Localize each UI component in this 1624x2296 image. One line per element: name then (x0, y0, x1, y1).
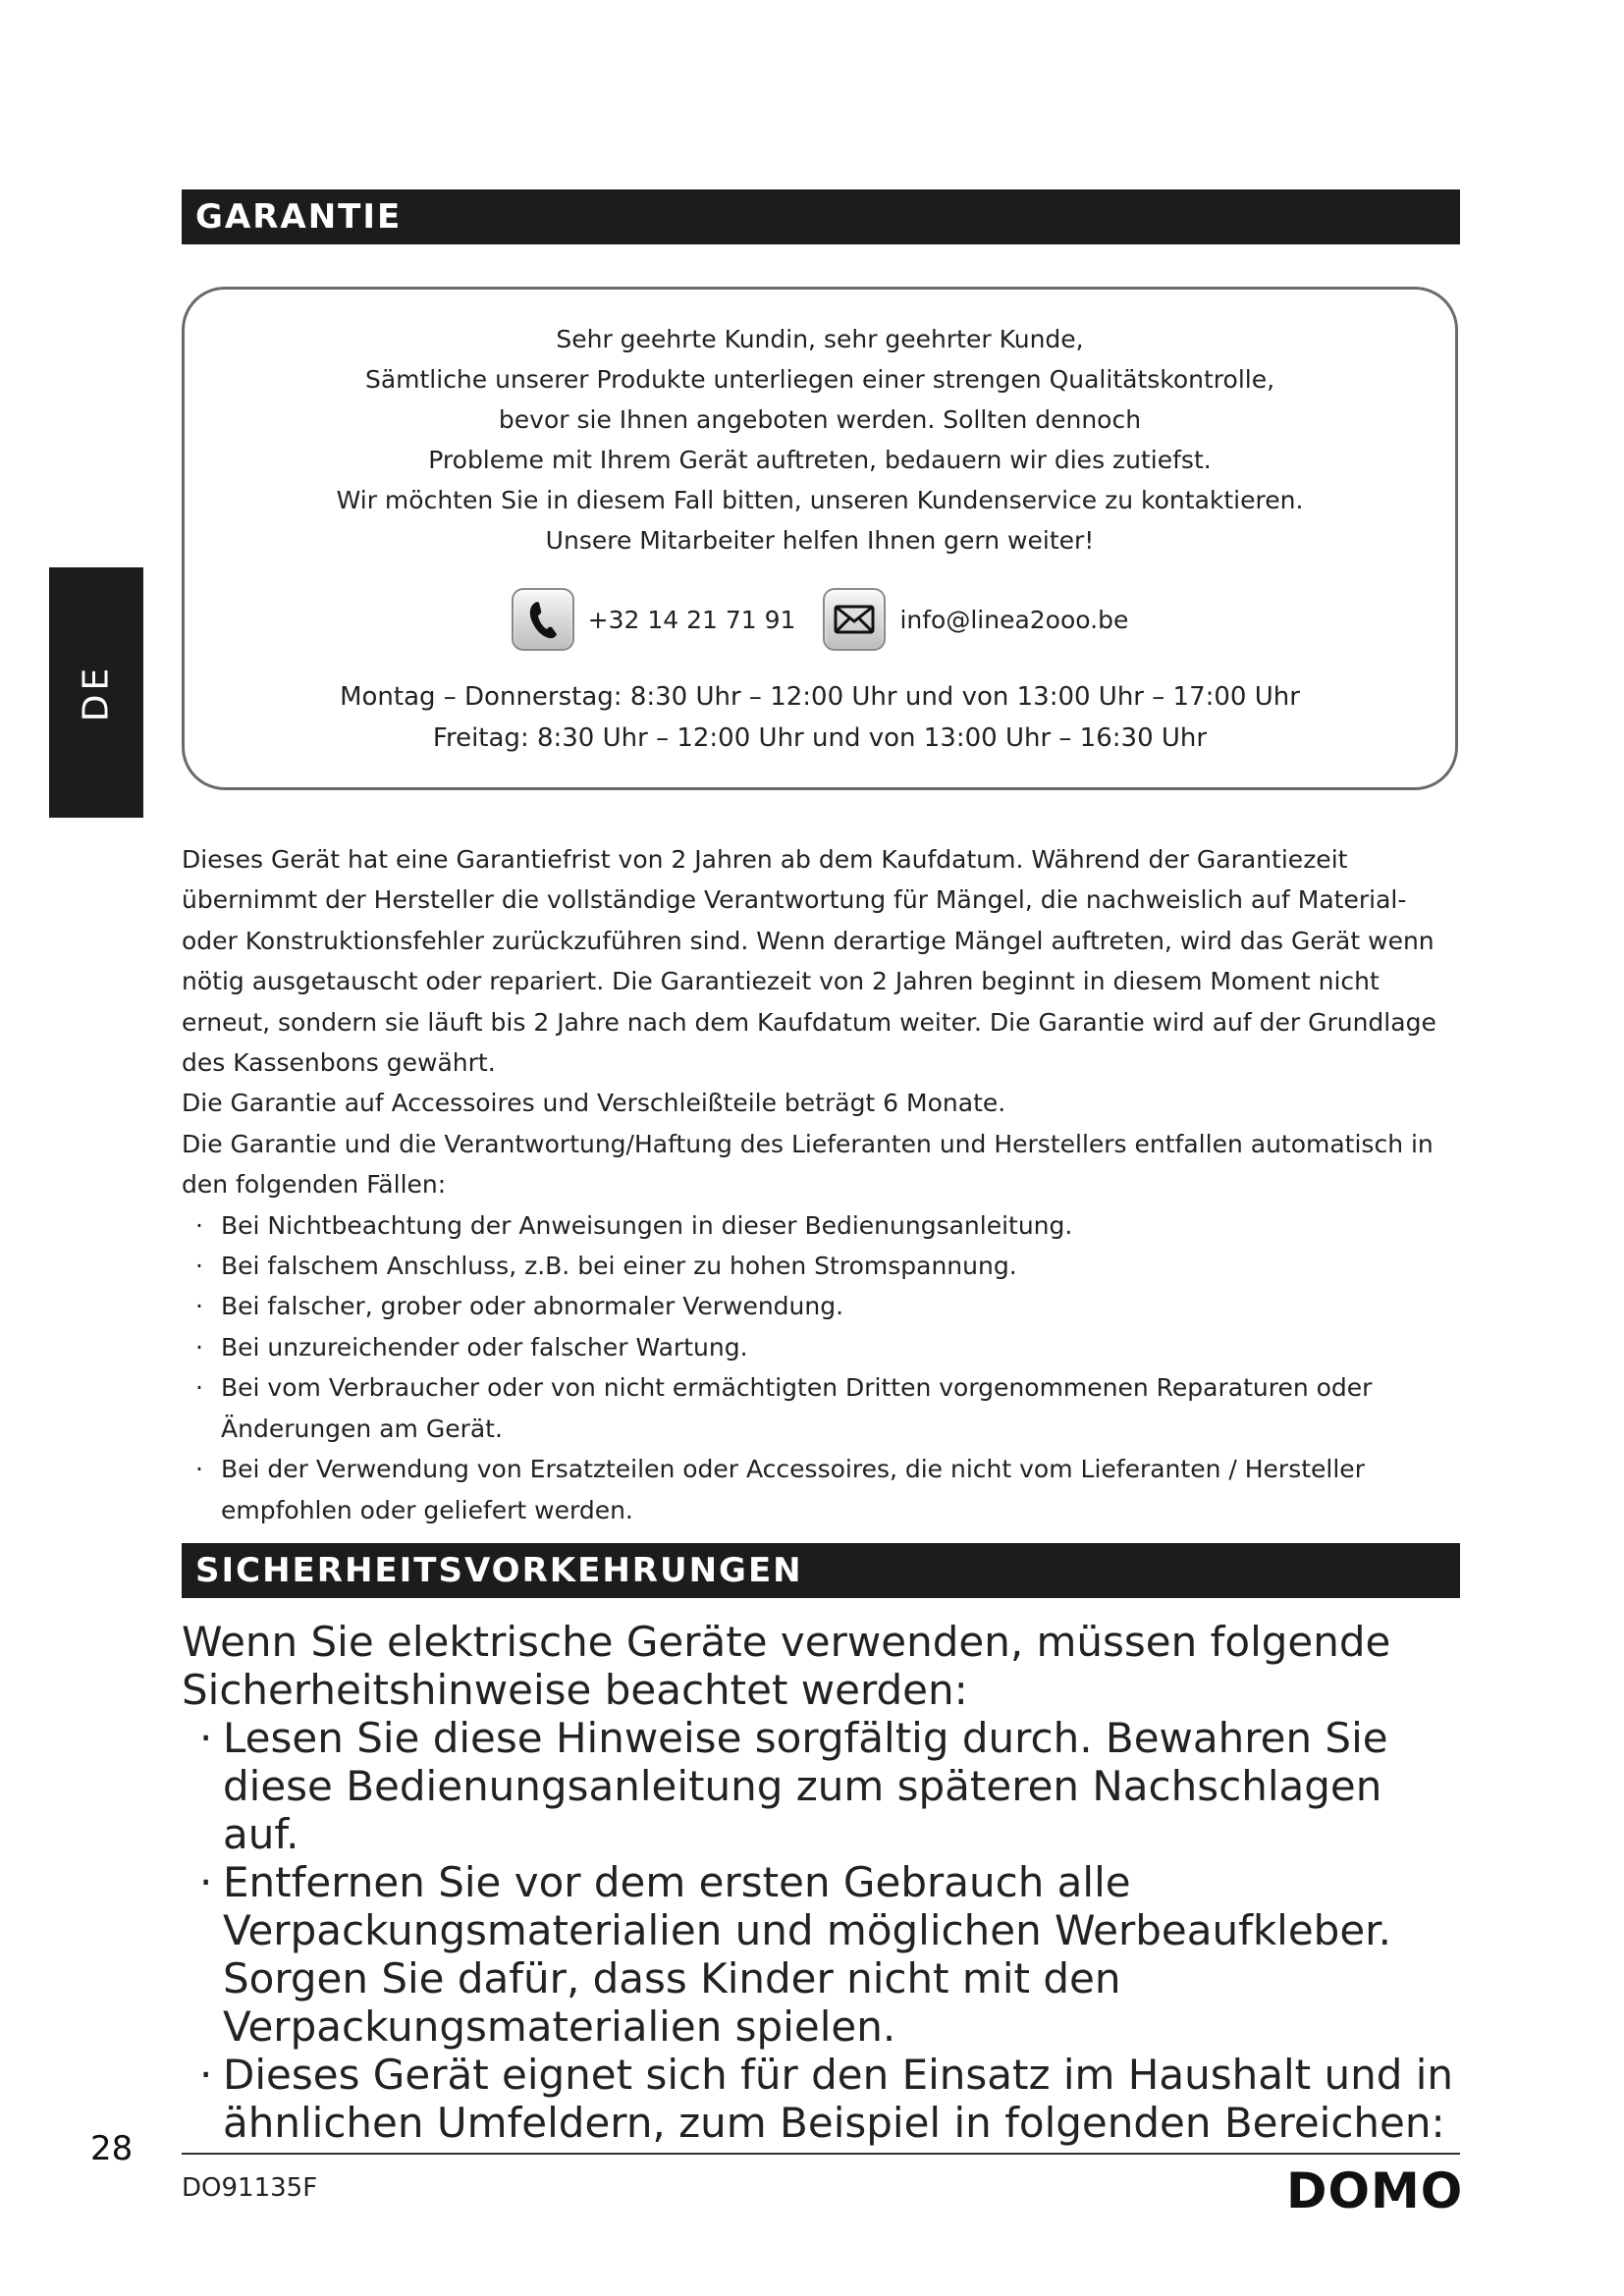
warranty-paragraph: Die Garantie auf Accessoires und Verschleißteile beträgt 6 Monate. (182, 1089, 1006, 1118)
contact-details (185, 588, 1455, 651)
email-contact[interactable] (823, 588, 1128, 651)
intro-line: Unsere Mitarbeiter helfen Ihnen gern weiter! (545, 526, 1095, 555)
hours-line: Montag – Donnerstag: 8:30 Uhr – 12:00 Uhr und von 13:00 Uhr – 17:00 Uhr (340, 682, 1300, 712)
language-tab (49, 567, 143, 818)
phone-number: +32 14 21 71 91 (587, 605, 796, 634)
list-item: · Bei Nichtbeachtung der Anweisungen in dieser Bedienungsanleitung. (182, 1205, 1463, 1246)
page-number: 28 (90, 2129, 134, 2168)
section-header-safety: SICHERHEITSVORKEHRUNGEN (182, 1543, 1460, 1598)
phone-icon (512, 588, 574, 651)
intro-line: Probleme mit Ihrem Gerät auftreten, bedauern wir dies zutiefst. (428, 446, 1212, 474)
list-item: · Bei falschem Anschluss, z.B. bei einer zu hohen Stromspannung. (182, 1246, 1463, 1286)
customer-service-intro (185, 319, 1455, 561)
safety-list (182, 1714, 1468, 2147)
safety-intro: Wenn Sie elektrische Geräte verwenden, müssen folgende Sicherheitshinweise beachtet werden: (182, 1618, 1391, 1714)
intro-line: Sehr geehrte Kundin, sehr geehrter Kunde, (556, 325, 1084, 353)
list-item: · Bei vom Verbraucher oder von nicht ermächtigten Dritten vorgenommenen Reparaturen oder Änderungen am Gerät. (182, 1367, 1463, 1449)
list-item: · Bei unzureichender oder falscher Wartung. (182, 1327, 1463, 1367)
list-item: · Bei der Verwendung von Ersatzteilen oder Accessoires, die nicht vom Lieferanten / Hersteller empfohlen oder geliefert werden. (182, 1449, 1463, 1530)
footer-divider (182, 2153, 1460, 2155)
phone-contact[interactable] (512, 588, 796, 651)
safety-instructions (182, 1618, 1468, 2147)
brand-logo: DOMO (1286, 2163, 1464, 2219)
warranty-paragraph: Dieses Gerät hat eine Garantiefrist von 2 Jahren ab dem Kaufdatum. Während der Garantiezeit übernimmt der Hersteller die vollständige Verantwortung für Mängel, die nachweislich auf Material- oder Konstruktionsfehler zurückzuführen sind. Wenn derartige Mängel auftreten, wird das Gerät wenn nötig ausgetauscht oder repariert. Die Garantiezeit von 2 Jahren beginnt in diesem Moment nicht erneut, sondern sie läuft bis 2 Jahre nach dem Kaufdatum weiter. Die Garantie wird auf der Grundlage des Kassenbons gewährt. (182, 845, 1436, 1078)
email-address: info@linea2ooo.be (899, 605, 1129, 634)
model-number: DO91135F (182, 2173, 318, 2203)
language-tab-label: DE (76, 664, 117, 721)
intro-line: Wir möchten Sie in diesem Fall bitten, unseren Kundenservice zu kontaktieren. (336, 486, 1304, 514)
warranty-paragraph: Die Garantie und die Verantwortung/Haftung des Lieferanten und Herstellers entfallen automatisch in den folgenden Fällen: (182, 1129, 1434, 1200)
section-header-garantie: GARANTIE (182, 189, 1460, 244)
opening-hours (185, 676, 1455, 759)
list-item: · Entfernen Sie vor dem ersten Gebrauch alle Verpackungsmaterialien und möglichen Werbeaufkleber. Sorgen Sie dafür, dass Kinder nicht mit den Verpackungsmaterialien spielen. (182, 1858, 1468, 2051)
intro-line: bevor sie Ihnen angeboten werden. Sollten dennoch (498, 405, 1142, 434)
list-item: · Dieses Gerät eignet sich für den Einsatz im Haushalt und in ähnlichen Umfeldern, zum Beispiel in folgenden Bereichen: (182, 2051, 1468, 2147)
hours-line: Freitag: 8:30 Uhr – 12:00 Uhr und von 13:00 Uhr – 16:30 Uhr (432, 723, 1208, 753)
warranty-exclusions-list (182, 1205, 1463, 1530)
list-item: · Lesen Sie diese Hinweise sorgfältig durch. Bewahren Sie diese Bedienungsanleitung zum späteren Nachschlagen auf. (182, 1714, 1468, 1858)
warranty-text (182, 839, 1463, 1530)
envelope-icon (823, 588, 886, 651)
intro-line: Sämtliche unserer Produkte unterliegen einer strengen Qualitätskontrolle, (364, 365, 1275, 394)
list-item: · Bei falscher, grober oder abnormaler Verwendung. (182, 1286, 1463, 1326)
customer-service-box (182, 287, 1458, 790)
